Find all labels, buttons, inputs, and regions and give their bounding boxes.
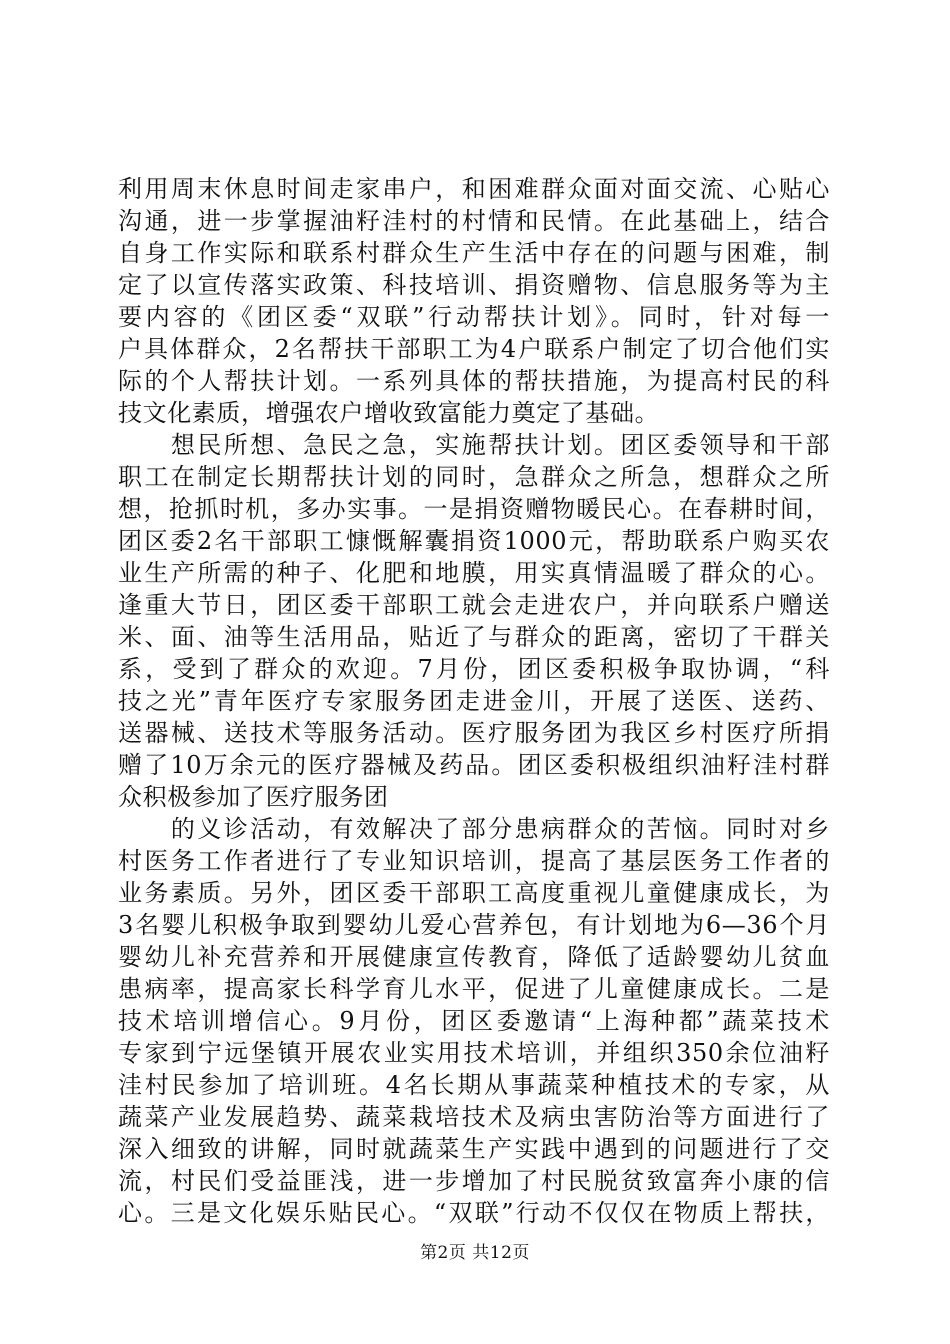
text-line: 米、面、油等生活用品，贴近了与群众的距离，密切了干群关 [118, 623, 830, 651]
text-line: 户具体群众，2名帮扶干部职工为4户联系户制定了切合他们实 [118, 335, 830, 363]
text-line: 心。三是文化娱乐贴民心。“双联”行动不仅仅在物质上帮扶， [118, 1199, 830, 1227]
text-line: 流，村民们受益匪浅，进一步增加了村民脱贫致富奔小康的信 [118, 1167, 830, 1195]
text-line: 业生产所需的种子、化肥和地膜，用实真情温暖了群众的心。 [118, 559, 830, 587]
text-line: 技文化素质，增强农户增收致富能力奠定了基础。 [118, 399, 660, 427]
text-line: 送器械、送技术等服务活动。医疗服务团为我区乡村医疗所捐 [118, 719, 830, 747]
text-line: 系，受到了群众的欢迎。7月份，团区委积极争取协调，“科 [118, 655, 830, 683]
text-line: 蔬菜产业发展趋势、蔬菜栽培技术及病虫害防治等方面进行了 [118, 1103, 830, 1131]
text-line: 众积极参加了医疗服务团 [118, 783, 389, 811]
text-line: 利用周末休息时间走家串户，和困难群众面对面交流、心贴心 [118, 175, 830, 203]
text-line: 要内容的《团区委“双联”行动帮扶计划》。同时，针对每一 [118, 303, 830, 331]
page-number-footer: 第2页 共12页 [420, 1243, 530, 1263]
text-line: 赠了10万余元的医疗器械及药品。团区委积极组织油籽洼村群 [118, 751, 830, 779]
text-line: 专家到宁远堡镇开展农业实用技术培训，并组织350余位油籽 [118, 1039, 830, 1067]
text-line: 沟通，进一步掌握油籽洼村的村情和民情。在此基础上，结合 [118, 207, 830, 235]
text-line: 自身工作实际和联系村群众生产生活中存在的问题与困难，制 [118, 239, 830, 267]
text-line: 村医务工作者进行了专业知识培训，提高了基层医务工作者的 [118, 847, 830, 875]
text-line: 患病率，提高家长科学育儿水平，促进了儿童健康成长。二是 [118, 975, 830, 1003]
text-line: 深入细致的讲解，同时就蔬菜生产实践中遇到的问题进行了交 [118, 1135, 830, 1163]
text-line: 逢重大节日，团区委干部职工就会走进农户，并向联系户赠送 [118, 591, 830, 619]
text-line: 想民所想、急民之急，实施帮扶计划。团区委领导和干部 [118, 431, 830, 459]
text-line: 3名婴儿积极争取到婴幼儿爱心营养包，有计划地为6—36个月 [118, 911, 830, 939]
text-line: 际的个人帮扶计划。一系列具体的帮扶措施，为提高村民的科 [118, 367, 830, 395]
text-line: 技之光”青年医疗专家服务团走进金川，开展了送医、送药、 [118, 687, 830, 715]
text-line: 婴幼儿补充营养和开展健康宣传教育，降低了适龄婴幼儿贫血 [118, 943, 830, 971]
text-line: 职工在制定长期帮扶计划的同时，急群众之所急，想群众之所 [118, 463, 830, 491]
text-line: 的义诊活动，有效解决了部分患病群众的苦恼。同时对乡 [118, 815, 830, 843]
text-line: 想，抢抓时机，多办实事。一是捐资赠物暖民心。在春耕时间， [118, 495, 830, 523]
text-line: 业务素质。另外，团区委干部职工高度重视儿童健康成长，为 [118, 879, 830, 907]
text-line: 技术培训增信心。9月份，团区委邀请“上海种都”蔬菜技术 [118, 1007, 830, 1035]
text-line: 定了以宣传落实政策、科技培训、捐资赠物、信息服务等为主 [118, 271, 830, 299]
text-line: 洼村民参加了培训班。4名长期从事蔬菜种植技术的专家，从 [118, 1071, 830, 1099]
text-line: 团区委2名干部职工慷慨解囊捐资1000元，帮助联系户购买农 [118, 527, 830, 555]
